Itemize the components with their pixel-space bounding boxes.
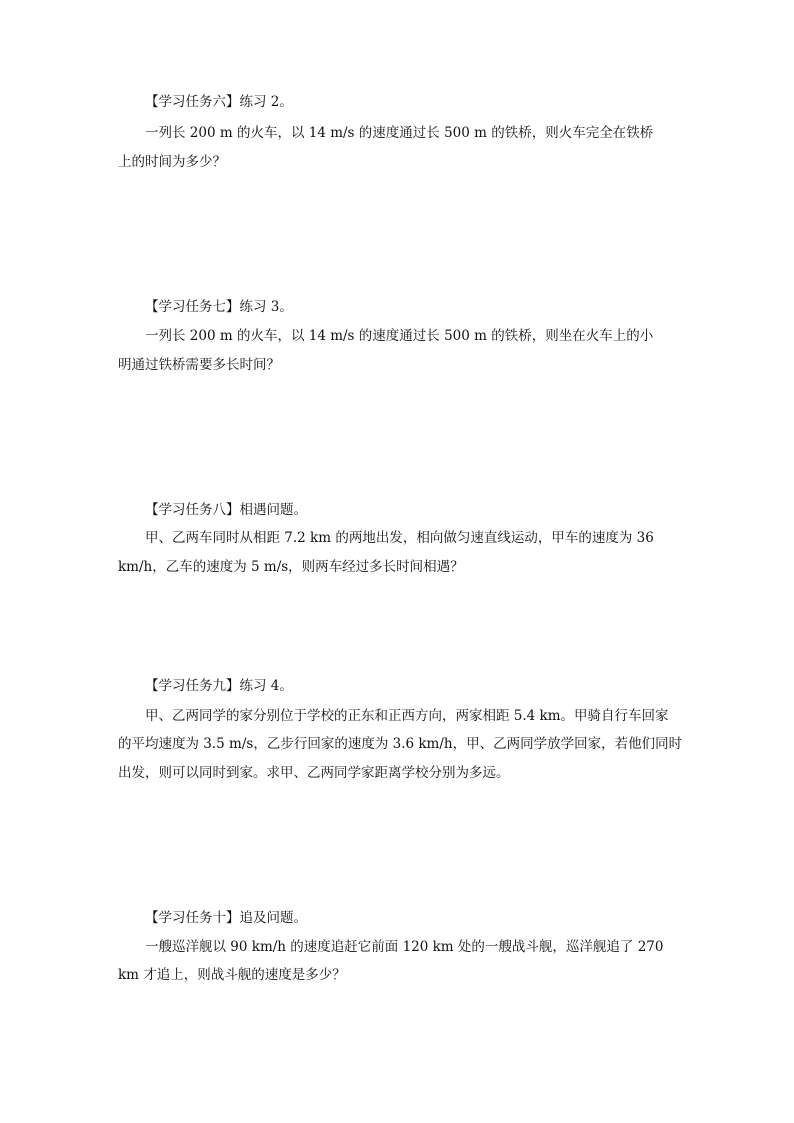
task-7-line-1: 一列长 200 m 的火车，以 14 m/s 的速度通过长 500 m 的铁桥，则坐在火车上的小 bbox=[145, 328, 654, 344]
task-9-line-3: 出发，则可以同时到家。求甲、乙两同学家距离学校分别为多远。 bbox=[118, 765, 510, 781]
task-8-heading: 【学习任务八】相遇问题。 bbox=[145, 502, 307, 518]
task-9-line-2: 的平均速度为 3.5 m/s，乙步行回家的速度为 3.6 km/h，甲、乙两同学放学回家，若他们同时 bbox=[118, 736, 683, 752]
task-8-line-1: 甲、乙两车同时从相距 7.2 km 的两地出发，相向做匀速直线运动，甲车的速度为 36 bbox=[145, 530, 654, 546]
task-10-line-2: km 才追上，则战斗舰的速度是多少？ bbox=[118, 967, 346, 983]
task-8-line-2: km/h，乙车的速度为 5 m/s，则两车经过多长时间相遇？ bbox=[118, 559, 464, 575]
task-6-line-2: 上的时间为多少？ bbox=[118, 154, 226, 170]
task-9-heading: 【学习任务九】练习 4。 bbox=[145, 678, 293, 694]
task-6-line-1: 一列长 200 m 的火车，以 14 m/s 的速度通过长 500 m 的铁桥，则火车完全在铁桥 bbox=[145, 125, 654, 141]
task-10-heading: 【学习任务十】追及问题。 bbox=[145, 910, 307, 926]
task-6-heading: 【学习任务六】练习 2。 bbox=[145, 94, 293, 110]
task-9-line-1: 甲、乙两同学的家分别位于学校的正东和正西方向，两家相距 5.4 km。甲骑自行车回家 bbox=[145, 708, 669, 724]
task-10-line-1: 一艘巡洋舰以 90 km/h 的速度追赶它前面 120 km 处的一艘战斗舰，巡洋舰追了 270 bbox=[145, 939, 664, 955]
task-7-line-2: 明通过铁桥需要多长时间？ bbox=[118, 357, 280, 373]
task-7-heading: 【学习任务七】练习 3。 bbox=[145, 299, 293, 315]
